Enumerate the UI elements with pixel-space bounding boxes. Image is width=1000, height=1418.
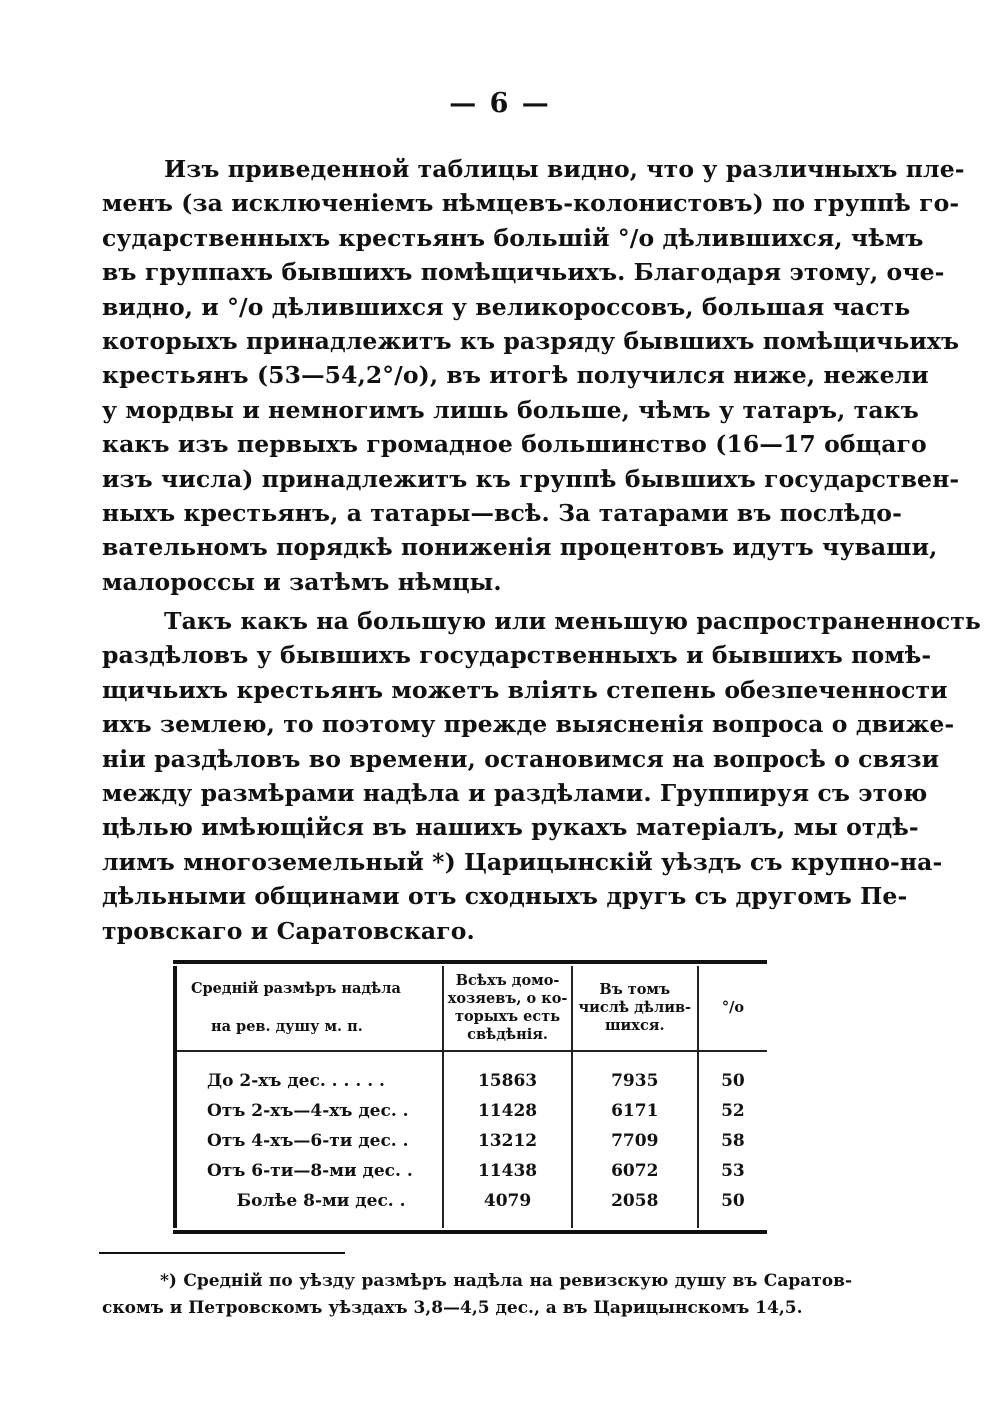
cell-percent: 58 (721, 1131, 745, 1151)
cell-divided: 7709 (572, 1126, 698, 1156)
text-line: изъ числа) принадлежитъ къ группѣ бывшихъ государствен- (102, 464, 960, 493)
table-bottom-rule (173, 1230, 767, 1234)
text-line: тровскаго и Саратовскаго. (102, 916, 475, 945)
text-line: видно, и °/о дѣлившихся у великороссовъ, большая часть (102, 292, 911, 321)
cell-range: Отъ 2-хъ—4-хъ дес. . (175, 1096, 443, 1126)
cell-divided: 7935 (572, 1051, 698, 1096)
text-line: какъ изъ первыхъ громадное большинство (16—17 общаго (102, 430, 927, 459)
header-total-households: Всѣхъ домо-хозяевъ, о ко-торыхъ есть свѣдѣнія. (443, 966, 571, 1051)
paragraph-1 (102, 152, 965, 599)
text-line: ніи раздѣловъ во времени, остановимся на вопросѣ о связи (102, 744, 940, 773)
text-line: цѣлью имѣющійся въ нашихъ рукахъ матеріалъ, мы отдѣ- (102, 813, 919, 842)
text-line: ныхъ крестьянъ, а татары—всѣ. За татарами въ послѣдо- (102, 499, 902, 528)
text-line: ихъ землею, то поэтому прежде выясненія вопроса о движе- (102, 710, 955, 739)
paragraph-2 (102, 604, 981, 948)
cell-range: Отъ 4-хъ—6-ти дес. . (175, 1126, 443, 1156)
table-row (175, 1096, 767, 1126)
text-line: которыхъ принадлежитъ къ разряду бывшихъ помѣщичьихъ (102, 327, 960, 356)
text-line: сударственныхъ крестьянъ большій °/о дѣлившихся, чѣмъ (102, 223, 924, 252)
table-row (175, 1126, 767, 1156)
footnote-divider (99, 1252, 345, 1254)
text-line: щичьихъ крестьянъ можетъ вліять степень обезпеченности (102, 675, 948, 704)
cell-range: До 2-хъ дес. . . . . . (175, 1051, 443, 1096)
text-line: Изъ приведенной таблицы видно, что у различныхъ пле- (164, 155, 965, 183)
cell-total: 15863 (443, 1051, 571, 1096)
text-line: менъ (за исключеніемъ нѣмцевъ-колонистовъ) по группѣ го- (102, 189, 960, 218)
text-line: крестьянъ (53—54,2°/о), въ итогѣ получился ниже, нежели (102, 361, 929, 390)
cell-divided: 6072 (572, 1156, 698, 1186)
cell-percent: 52 (721, 1101, 745, 1121)
allotment-table (173, 960, 767, 1234)
cell-range: Отъ 6-ти—8-ми дес. . (175, 1156, 443, 1186)
cell-percent: 50 (721, 1191, 745, 1211)
cell-percent: 53 (721, 1161, 745, 1181)
cell-total: 4079 (443, 1186, 571, 1228)
cell-percent: 50 (721, 1071, 745, 1091)
table-row (175, 1051, 767, 1096)
header-line-1: Средній размѣръ надѣла (191, 980, 401, 997)
table-row (175, 1186, 767, 1228)
text-line: между размѣрами надѣла и раздѣлами. Группируя съ этою (102, 779, 928, 808)
text-line: у мордвы и немногимъ лишь больше, чѣмъ у татаръ, такъ (102, 395, 919, 424)
cell-total: 13212 (443, 1126, 571, 1156)
table-header-row (175, 966, 767, 1051)
cell-divided: 2058 (572, 1186, 698, 1228)
data-table (173, 966, 767, 1228)
table-row (175, 1156, 767, 1186)
text-line: лимъ многоземельный *) Царицынскій уѣздъ съ крупно-на- (102, 847, 943, 876)
cell-total: 11438 (443, 1156, 571, 1186)
table-top-rule (173, 960, 767, 964)
cell-total: 11428 (443, 1096, 571, 1126)
header-divided: Въ томъ числѣ дѣлив-шихся. (572, 966, 698, 1051)
footnote-line: *) Средній по уѣзду размѣръ надѣла на ревизскую душу въ Саратов- (160, 1271, 852, 1291)
cell-range: Болѣе 8-ми дес. . (175, 1186, 443, 1228)
text-line: раздѣловъ у бывшихъ государственныхъ и бывшихъ помѣ- (102, 641, 932, 670)
header-allotment-size (175, 966, 443, 1051)
header-percent: °/о (698, 966, 767, 1051)
text-line: вательномъ порядкѣ пониженія процентовъ идутъ чуваши, (102, 533, 938, 562)
page-number: — 6 — (449, 88, 551, 119)
text-line: малороссы и затѣмъ нѣмцы. (102, 567, 502, 596)
header-line-2: на рев. душу м. п. (211, 1018, 363, 1035)
text-line: въ группахъ бывшихъ помѣщичьихъ. Благодаря этому, оче- (102, 258, 945, 287)
text-line: Такъ какъ на большую или меньшую распространенность (164, 607, 981, 635)
cell-divided: 6171 (572, 1096, 698, 1126)
footnote (102, 1268, 852, 1322)
footnote-line: скомъ и Петровскомъ уѣздахъ 3,8—4,5 дес., а въ Царицынскомъ 14,5. (102, 1298, 803, 1318)
text-line: дѣльными общинами отъ сходныхъ другъ съ другомъ Пе- (102, 882, 908, 911)
